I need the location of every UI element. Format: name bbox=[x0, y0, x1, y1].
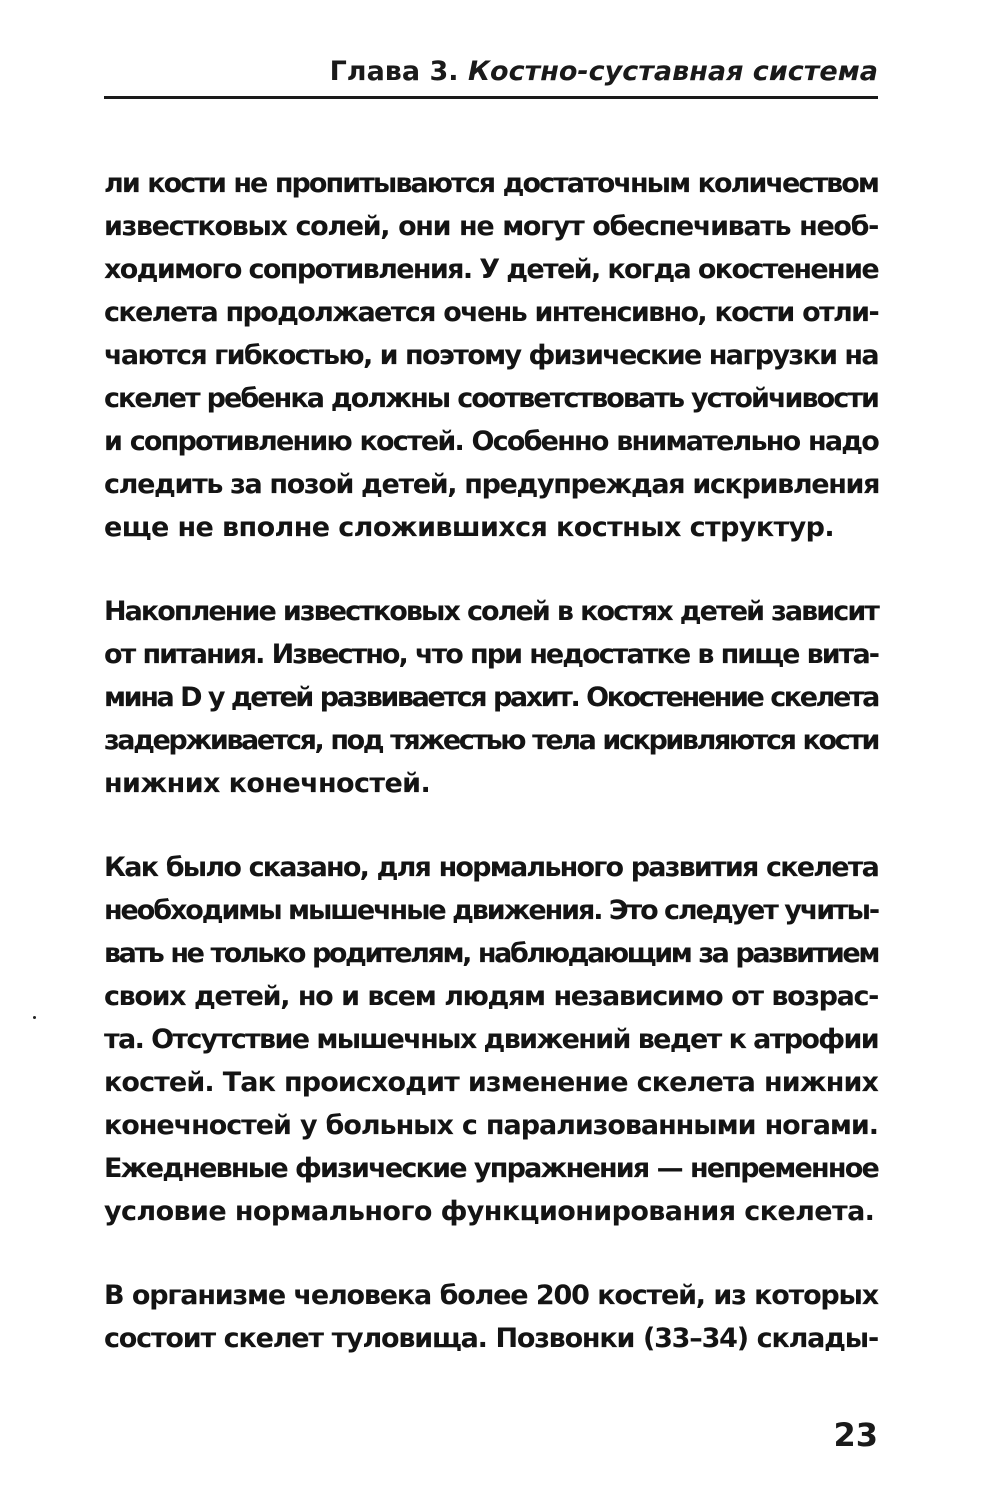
paragraph-3 bbox=[104, 846, 878, 1233]
text-line: та. Отсутствие мышечных движений ведет к атрофии bbox=[104, 1024, 878, 1055]
scan-speck bbox=[33, 1016, 36, 1019]
text-line: следить за позой детей, предупреждая искривления bbox=[104, 469, 880, 500]
text-line: вать не только родителям, наблюдающим за развитием bbox=[104, 938, 878, 969]
chapter-label: Глава 3. bbox=[329, 56, 459, 87]
body-text bbox=[104, 162, 878, 1401]
paragraph-4 bbox=[104, 1274, 878, 1360]
text-line: В организме человека более 200 костей, из которых bbox=[104, 1280, 878, 1311]
text-line: ли кости не пропитываются достаточным количеством bbox=[104, 168, 878, 199]
page-number: 23 bbox=[833, 1416, 878, 1454]
chapter-title: Костно-суставная система bbox=[467, 56, 878, 87]
text-line: конечностей у больных с парализованными ногами. bbox=[104, 1110, 878, 1141]
text-line: чаются гибкостью, и поэтому физические нагрузки на bbox=[104, 340, 878, 371]
text-line: Ежедневные физические упражнения — непременное bbox=[104, 1153, 878, 1184]
text-line: от питания. Известно, что при недостатке в пище вита- bbox=[104, 639, 878, 670]
header-rule bbox=[104, 96, 878, 99]
text-line: костей. Так происходит изменение скелета нижних bbox=[104, 1067, 878, 1098]
text-line: скелета продолжается очень интенсивно, кости отли- bbox=[104, 297, 878, 328]
text-line: ходимого сопротивления. У детей, когда окостенение bbox=[104, 254, 878, 285]
text-line: Как было сказано, для нормального развития скелета bbox=[104, 852, 878, 883]
running-header bbox=[330, 56, 878, 87]
paragraph-1 bbox=[104, 162, 878, 549]
text-line: состоит скелет туловища. Позвонки (33–34) склады- bbox=[104, 1323, 878, 1354]
text-line: и сопротивлению костей. Особенно внимательно надо bbox=[104, 426, 878, 457]
text-line: задерживается, под тяжестью тела искривляются кости bbox=[104, 725, 878, 756]
paragraph-2 bbox=[104, 590, 878, 805]
text-line: известковых солей, они не могут обеспечивать необ- bbox=[104, 211, 878, 242]
text-line: мина D у детей развивается рахит. Окостенение скелета bbox=[104, 682, 878, 713]
text-line: нижних конечностей. bbox=[104, 768, 431, 799]
text-line: скелет ребенка должны соответствовать устойчивости bbox=[104, 383, 878, 414]
text-line: необходимы мышечные движения. Это следует учиты- bbox=[104, 895, 878, 926]
text-line: своих детей, но и всем людям независимо от возрас- bbox=[104, 981, 878, 1012]
text-line: Накопление известковых солей в костях детей зависит bbox=[104, 596, 878, 627]
text-line: условие нормального функционирования скелета. bbox=[104, 1196, 875, 1227]
text-line: еще не вполне сложившихся костных структур. bbox=[104, 512, 834, 543]
